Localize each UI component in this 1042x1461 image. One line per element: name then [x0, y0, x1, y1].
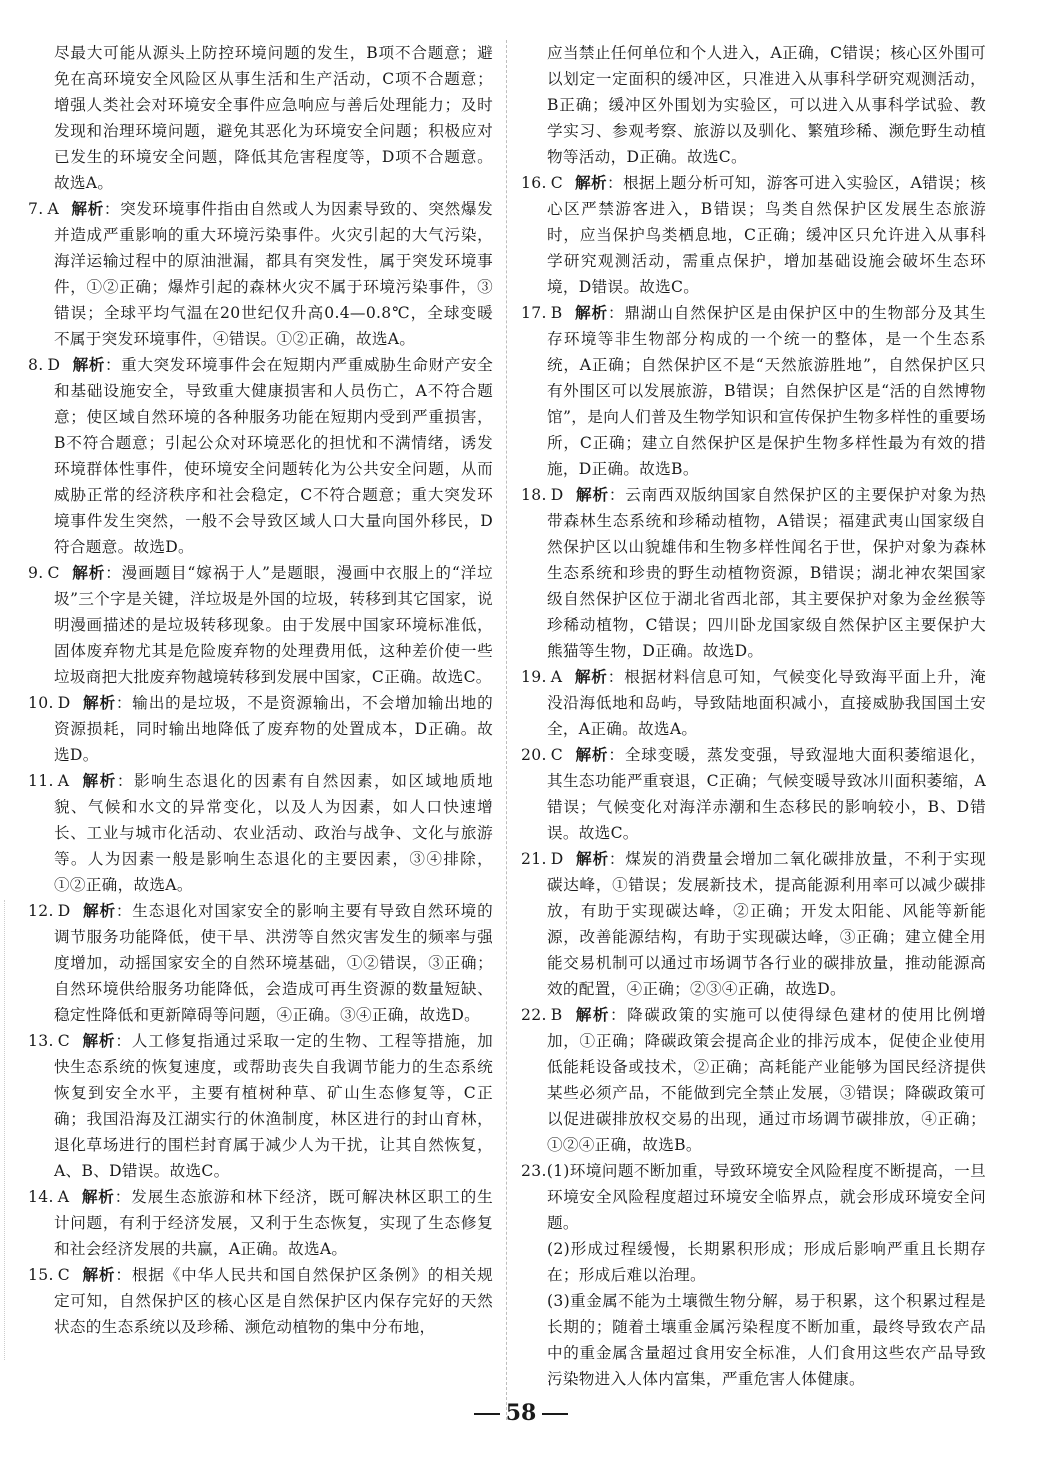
answer-page [28, 40, 1018, 1415]
answer-item [521, 482, 986, 664]
q23-part-1 [521, 1158, 986, 1236]
answer-letter: A [47, 200, 60, 218]
answer-item [28, 768, 493, 898]
question-number: 14. [28, 1188, 54, 1206]
analysis-keyword: 解析 [574, 1005, 611, 1024]
answer-item [28, 1028, 493, 1184]
right-column [521, 40, 986, 1415]
analysis-text: ：生态退化对国家安全的影响主要有导致自然环境的调节服务功能降低，使干旱、洪涝等自然灾害发生的频率与强度增加，动摇国家安全的自然环境基础，①②错误，③正确；自然环境供给服务功能降低，会造成可再生资源的数量短缺、稳定性降低和更新障碍等问题，④正确。③④正确，故选D。 [54, 902, 493, 1024]
answer-letter: C [57, 1266, 70, 1284]
answer-letter: A [57, 1188, 70, 1206]
question-number: 9. [28, 564, 44, 582]
analysis-keyword: 解析 [72, 355, 105, 374]
analysis-text: ：根据材料信息可知，气候变化导致海平面上升，淹没沿海低地和岛屿，导致陆地面积减小，直接威胁我国国土安全，A正确。故选A。 [547, 668, 986, 738]
answer-letter: D [57, 694, 71, 712]
analysis-text: ：漫画题目“嫁祸于人”是题眼，漫画中衣服上的“洋垃圾”三个字是关键，洋垃圾是外国的垃圾，转移到其它国家，说明漫画描述的是垃圾转移现象。由于发展中国家环境标准低，固体废弃物尤其是危险废弃物的处理费用低，这种差价使一些垃圾商把大批废弃物越境转移到发展中国家，C正确。故选C。 [54, 564, 493, 686]
q23-part-1-text: (1)环境问题不断加重，导致环境安全风险程度不断提高，一旦环境安全风险程度超过环境安全临界点，就会形成环境安全问题。 [546, 1162, 986, 1232]
answer-letter: C [550, 174, 563, 192]
right-lead-paragraph: 应当禁止任何单位和个人进入，A正确，C错误；核心区外围可以划定一定面积的缓冲区，只准进入从事科学研究观测活动，B正确；缓冲区外围划为实验区，可以进入从事科学试验、教学实习、参观考察、旅游以及驯化、繁殖珍稀、濒危野生动植物等活动，D正确。故选C。 [547, 44, 986, 166]
question-number: 8. [28, 356, 44, 374]
analysis-text: ：云南西双版纳国家自然保护区的主要保护对象为热带森林生态系统和珍稀动植物，A错误；福建武夷山国家级自然保护区以山貌雄伟和生物多样性闻名于世，保护对象为森林生态系统和珍贵的野生动植物资源，B错误；湖北神农架国家级自然保护区位于湖北省西北部，其主要保护对象为金丝猴等珍稀动植物，C错误；四川卧龙国家级自然保护区主要保护大熊猫等生物，D正确。故选D。 [547, 486, 986, 660]
analysis-keyword: 解析 [71, 199, 104, 218]
answer-item [28, 898, 493, 1028]
right-answer-list [521, 170, 986, 1158]
footer-dash-right [542, 1413, 568, 1415]
page-footer [0, 1400, 1042, 1426]
answer-item [521, 664, 986, 742]
analysis-keyword: 解析 [82, 693, 116, 712]
answer-item [28, 690, 493, 768]
footer-dash-left [474, 1413, 500, 1415]
analysis-keyword: 解析 [575, 485, 609, 504]
answer-letter: C [57, 1032, 70, 1050]
left-lead-paragraph: 尽最大可能从源头上防控环境问题的发生，B项不合题意；避免在高环境安全风险区从事生活和生产活动，C项不合题意；增强人类社会对环境安全事件应急响应与善后处理能力；及时发现和治理环境问题，避免其恶化为环境安全问题；积极应对已发生的环境安全问题，降低其危害程度等，D项不合题意。故选A。 [54, 44, 493, 192]
analysis-keyword: 解析 [574, 667, 608, 686]
question-number: 12. [28, 902, 54, 920]
question-number: 15. [28, 1266, 54, 1284]
answer-letter: A [57, 772, 70, 790]
analysis-text: ：根据上题分析可知，游客可进入实验区，A错误；核心区严禁游客进入，B错误；鸟类自然保护区发展生态旅游时，应当保护鸟类栖息地，C正确；缓冲区只允许进入从事科学研究观测活动，需重点保护，增加基础设施会破坏生态环境，D错误。故选C。 [547, 174, 986, 296]
answer-item [521, 170, 986, 300]
question-number: 11. [28, 772, 54, 790]
answer-item [28, 1184, 493, 1262]
question-number: 7. [28, 200, 44, 218]
answer-item [521, 300, 986, 482]
question-number: 17. [521, 304, 547, 322]
question-number: 20. [521, 746, 547, 764]
question-number: 18. [521, 486, 547, 504]
answer-item [521, 1002, 986, 1158]
question-number: 21. [521, 850, 547, 868]
answer-letter: C [47, 564, 60, 582]
column-divider [506, 40, 507, 1420]
analysis-keyword: 解析 [574, 745, 609, 764]
analysis-text: ：全球变暖，蒸发变强，导致湿地大面积萎缩退化，其生态功能严重衰退，C正确；气候变暖导致冰川面积萎缩，A错误；气候变化对海洋赤潮和生态移民的影响较小，B、D错误。故选C。 [547, 746, 986, 842]
answer-letter: B [550, 304, 563, 322]
analysis-keyword: 解析 [81, 1187, 115, 1206]
answer-item [521, 742, 986, 846]
analysis-keyword: 解析 [574, 173, 607, 192]
question-number: 13. [28, 1032, 54, 1050]
answer-letter: B [550, 1006, 563, 1024]
analysis-text: ：煤炭的消费量会增加二氧化碳排放量，不利于实现碳达峰，①错误；发展新技术，提高能源利用率可以减少碳排放，有助于实现碳达峰，②正确；开发太阳能、风能等新能源，改善能源结构，有助于实现碳达峰，③正确；建立健全用能交易机制可以通过市场调节各行业的碳排放量，推动能源高效的配置，④正确；②③④正确，故选D。 [547, 850, 986, 998]
analysis-text: ：影响生态退化的因素有自然因素，如区域地质地貌、气候和水文的异常变化，以及人为因素，如人口快速增长、工业与城市化活动、农业活动、政治与战争、文化与旅游等。人为因素一般是影响生态退化的主要因素，③④排除，①②正确，故选A。 [54, 772, 493, 894]
answer-letter: C [550, 746, 563, 764]
analysis-keyword: 解析 [575, 849, 609, 868]
answer-item [28, 352, 493, 560]
answer-item [28, 196, 493, 352]
question-number: 19. [521, 668, 547, 686]
analysis-text: ：降碳政策的实施可以使得绿色建材的使用比例增加，①正确；降碳政策会提高企业的排污成本，促使企业使用低能耗设备或技术，②正确；高耗能产业能够为国民经济提供某些必须产品，不能做到完全禁止发展，③错误；降碳政策可以促进碳排放权交易的出现，通过市场调节碳排放，④正确；①②④正确，故选B。 [547, 1006, 986, 1154]
answer-letter: D [550, 486, 564, 504]
answer-item [28, 560, 493, 690]
analysis-text: ：根据《中华人民共和国自然保护区条例》的相关规定可知，自然保护区的核心区是自然保护区内保存完好的天然状态的生态系统以及珍稀、濒危动植物的集中分布地， [54, 1266, 493, 1336]
analysis-keyword: 解析 [71, 563, 106, 582]
question-number: 10. [28, 694, 54, 712]
analysis-text: ：人工修复指通过采取一定的生物、工程等措施，加快生态系统的恢复速度，或帮助丧失自我调节能力的生态系统恢复到安全水平，主要有植树种草、矿山生态修复等，C正确；我国沿海及江湖实行的休渔制度，林区进行的封山育林，退化草场进行的围栏封育属于减少人为干扰，让其自然恢复，A、B、D错误。故选C。 [54, 1032, 493, 1180]
analysis-text: ：重大突发环境事件会在短期内严重威胁生命财产安全和基础设施安全，导致重大健康损害和人员伤亡，A不符合题意；使区域自然环境的各种服务功能在短期内受到严重损害，B不符合题意；引起公众对环境恶化的担忧和不满情绪，诱发环境群体性事件，使环境安全问题转化为公共安全问题，从而威胁正常的经济秩序和社会稳定，C不符合题意；重大突发环境事件发生突然，一般不会导致区域人口大量向国外移民，D符合题意。故选D。 [54, 356, 493, 556]
analysis-keyword: 解析 [574, 303, 608, 322]
analysis-text: ：输出的是垃圾，不是资源输出，不会增加输出地的资源损耗，同时输出地降低了废弃物的处置成本，D正确。故选D。 [54, 694, 493, 764]
question-23 [521, 1158, 986, 1392]
binding-edge-line [4, 900, 5, 1360]
question-number: 16. [521, 174, 547, 192]
page-number: 58 [505, 1400, 537, 1426]
answer-letter: D [550, 850, 564, 868]
answer-letter: D [57, 902, 71, 920]
analysis-keyword: 解析 [81, 1265, 116, 1284]
q23-number: 23. [521, 1162, 547, 1180]
answer-letter: D [47, 356, 61, 374]
answer-item [28, 1262, 493, 1340]
analysis-keyword: 解析 [82, 901, 116, 920]
answer-letter: A [550, 668, 563, 686]
answer-item [521, 846, 986, 1002]
analysis-text: ：发展生态旅游和林下经济，既可解决林区职工的生计问题，有利于经济发展，又利于生态恢复，实现了生态修复和社会经济发展的共赢，A正确。故选A。 [54, 1188, 493, 1258]
q23-part-2: (2)形成过程缓慢，长期累积形成；形成后影响严重且长期存在；形成后难以治理。 [547, 1240, 986, 1284]
question-number: 22. [521, 1006, 547, 1024]
analysis-text: ：突发环境事件指由自然或人为因素导致的、突然爆发并造成严重影响的重大环境污染事件。火灾引起的大气污染，海洋运输过程中的原油泄漏，都具有突发性，属于突发环境事件，①②正确；爆炸引起的森林火灾不属于环境污染事件，③错误；全球平均气温在20世纪仅升高0.4—0.8℃，全球变暖不属于突发环境事件，④错误。①②正确，故选A。 [54, 200, 493, 348]
q23-part-3: (3)重金属不能为土壤微生物分解，易于积累，这个积累过程是长期的；随着土壤重金属污染程度不断加重，最终导致农产品中的重金属含量超过食用安全标准，人们食用这些农产品导致污染物进入人体内富集，严重危害人体健康。 [547, 1292, 986, 1388]
left-column [28, 40, 493, 1415]
analysis-text: ：鼎湖山自然保护区是由保护区中的生物部分及其生存环境等非生物部分构成的一个统一的整体，是一个生态系统，A正确；自然保护区不是“天然旅游胜地”，自然保护区只有外围区可以发展旅游，B错误；自然保护区是“活的自然博物馆”，是向人们普及生物学知识和宣传保护生物多样性的重要场所，C正确；建立自然保护区是保护生物多样性最为有效的措施，D正确。故选B。 [547, 304, 986, 478]
analysis-keyword: 解析 [81, 771, 117, 790]
analysis-keyword: 解析 [81, 1031, 116, 1050]
left-answer-list [28, 196, 493, 1340]
